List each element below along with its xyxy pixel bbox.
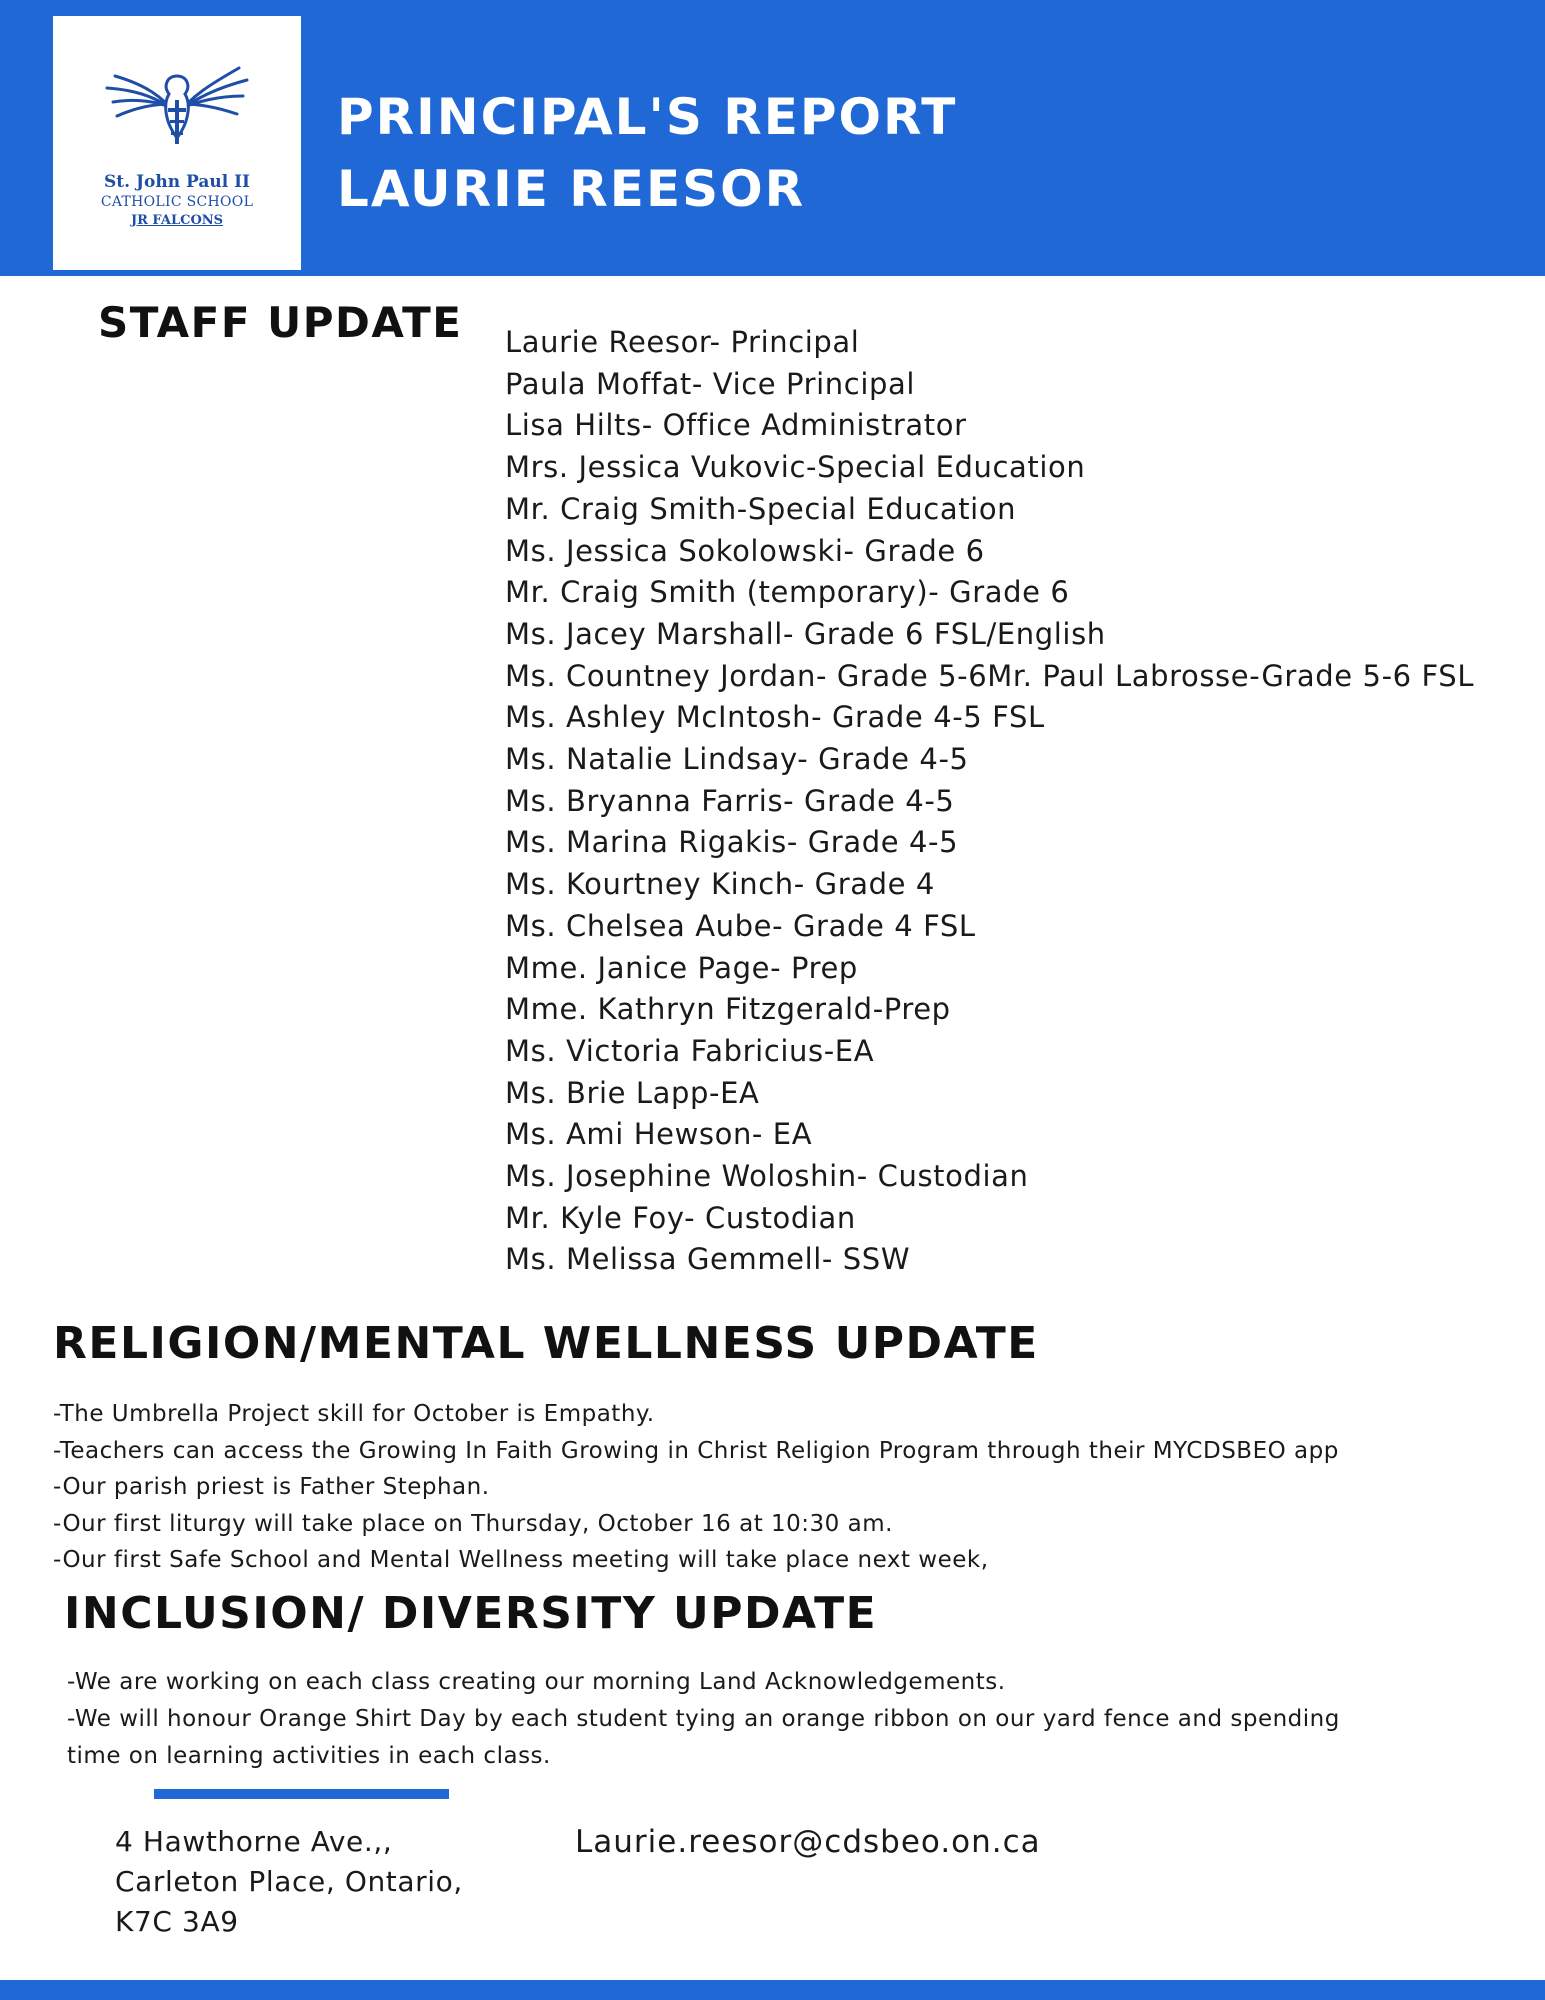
inclusion-update-list <box>67 1664 1340 1775</box>
address-line: 4 Hawthorne Ave.,, <box>115 1825 393 1858</box>
logo-school-name: St. John Paul II <box>104 172 250 192</box>
religion-update-item: -Our parish priest is Father Stephan. <box>53 1474 490 1500</box>
staff-member: Mr. Craig Smith-Special Education <box>505 491 1017 526</box>
staff-member: Ms. Kourtney Kinch- Grade 4 <box>505 867 935 902</box>
staff-member: Ms. Jessica Sokolowski- Grade 6 <box>505 533 985 568</box>
religion-update-list <box>53 1396 1339 1579</box>
school-logo <box>53 16 301 270</box>
religion-update-item: -The Umbrella Project skill for October is Empathy. <box>53 1401 655 1427</box>
staff-member: Ms. Josephine Woloshin- Custodian <box>505 1159 1029 1194</box>
inclusion-update-line: -We are working on each class creating our morning Land Acknowledgements. <box>67 1669 1006 1695</box>
staff-update-heading: STAFF UPDATE <box>98 298 463 347</box>
religion-wellness-heading: RELIGION/MENTAL WELLNESS UPDATE <box>53 1318 1039 1369</box>
staff-member: Ms. Ashley McIntosh- Grade 4-5 FSL <box>505 700 1045 735</box>
principal-email[interactable]: Laurie.reesor@cdsbeo.on.ca <box>575 1824 1041 1860</box>
inclusion-update-line: -We will honour Orange Shirt Day by each student tying an orange ribbon on our yard fence and spending <box>67 1706 1340 1732</box>
staff-member: Ms. Marina Rigakis- Grade 4-5 <box>505 825 959 860</box>
footer-divider <box>154 1789 449 1799</box>
logo-school-type: CATHOLIC SCHOOL <box>100 194 254 210</box>
staff-member: Mr. Craig Smith (temporary)- Grade 6 <box>505 575 1070 610</box>
falcon-icon <box>93 46 261 166</box>
principal-name: LAURIE REESOR <box>337 160 806 218</box>
inclusion-diversity-heading: INCLUSION/ DIVERSITY UPDATE <box>64 1588 878 1639</box>
staff-member: Mrs. Jessica Vukovic-Special Education <box>505 450 1086 485</box>
header-banner <box>0 0 1545 276</box>
staff-member: Ms. Countney Jordan- Grade 5-6Mr. Paul Labrosse-Grade 5-6 FSL <box>505 658 1475 693</box>
staff-member: Ms. Jacey Marshall- Grade 6 FSL/English <box>505 616 1106 651</box>
logo-team-name: JR FALCONS <box>130 213 224 228</box>
staff-member: Laurie Reesor- Principal <box>505 325 860 359</box>
staff-member: Lisa Hilts- Office Administrator <box>505 408 967 443</box>
staff-member: Ms. Bryanna Farris- Grade 4-5 <box>505 783 955 818</box>
inclusion-update-line: time on learning activities in each class. <box>67 1743 551 1769</box>
report-title: PRINCIPAL'S REPORT <box>337 88 958 146</box>
staff-member: Paula Moffat- Vice Principal <box>505 366 916 401</box>
staff-member: Ms. Victoria Fabricius-EA <box>505 1033 875 1068</box>
staff-member: Mme. Janice Page- Prep <box>505 950 858 985</box>
staff-member: Ms. Natalie Lindsay- Grade 4-5 <box>505 742 969 777</box>
staff-member: Ms. Ami Hewson- EA <box>505 1117 813 1152</box>
staff-member: Ms. Brie Lapp-EA <box>505 1075 760 1110</box>
staff-member: Ms. Chelsea Aube- Grade 4 FSL <box>505 908 976 943</box>
religion-update-item: -Our first Safe School and Mental Wellness meeting will take place next week, <box>53 1547 989 1573</box>
school-address <box>115 1822 463 1942</box>
footer-bar <box>0 1980 1545 2000</box>
staff-member: Mme. Kathryn Fitzgerald-Prep <box>505 992 951 1027</box>
address-line: K7C 3A9 <box>115 1905 239 1938</box>
religion-update-item: -Our first liturgy will take place on Thursday, October 16 at 10:30 am. <box>53 1510 893 1537</box>
staff-member: Ms. Melissa Gemmell- SSW <box>505 1242 911 1277</box>
religion-update-item: -Teachers can access the Growing In Faith Growing in Christ Religion Program through their MYCDSBEO app <box>53 1437 1339 1464</box>
staff-member: Mr. Kyle Foy- Custodian <box>505 1200 856 1235</box>
address-line: Carleton Place, Ontario, <box>115 1865 463 1898</box>
staff-list <box>505 322 1474 1281</box>
